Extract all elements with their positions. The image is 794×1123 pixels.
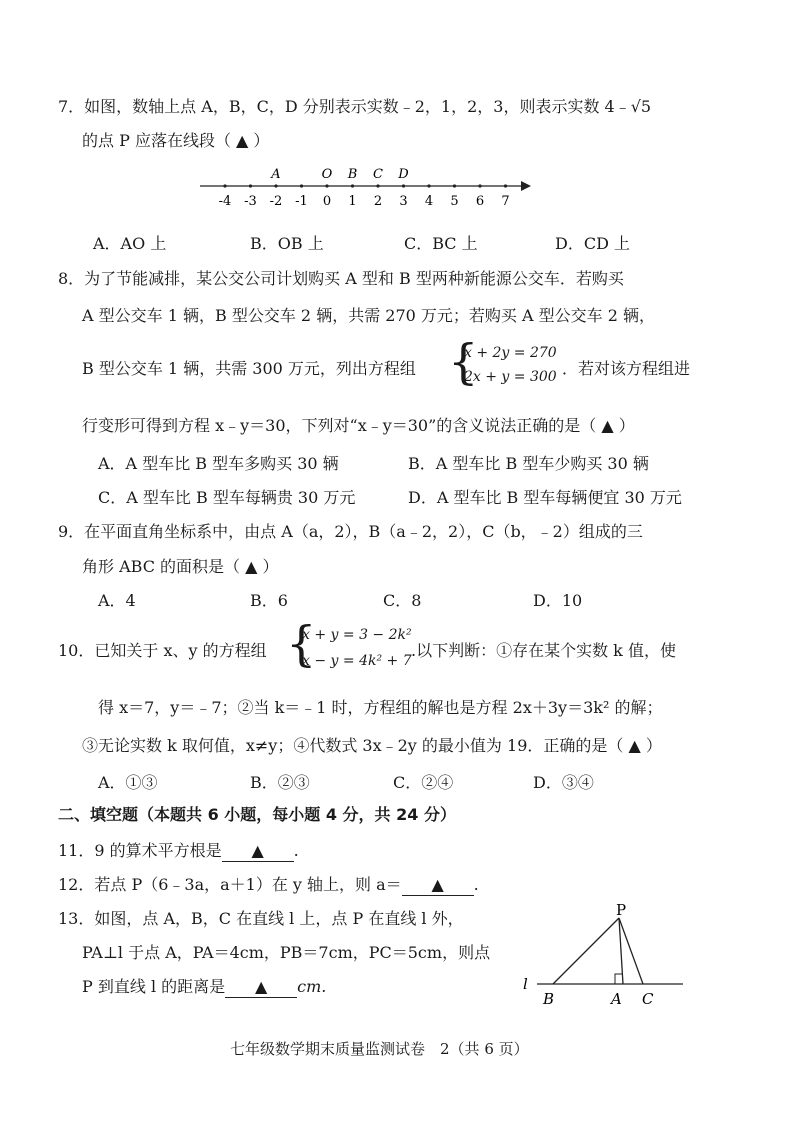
axis-tick-mark — [300, 184, 303, 187]
axis-tick-mark — [223, 184, 226, 187]
axis-point-label: B — [347, 167, 358, 182]
q13-line3a: P 到直线 l 的距离是 — [82, 977, 226, 996]
axis-tick-label: 1 — [348, 194, 357, 209]
q8-option-a: A．A 型车比 B 型车多购买 30 辆 — [98, 454, 339, 473]
label-b: B — [543, 990, 555, 1008]
axis-point-label: C — [373, 167, 383, 182]
label-c: C — [642, 990, 654, 1008]
q12-text: 12．若点 P（6﹣3a，a＋1）在 y 轴上，则 a＝ — [58, 875, 402, 894]
axis-tick-mark — [478, 184, 481, 187]
axis-tick-label: -3 — [244, 194, 257, 209]
axis-tick-label: 2 — [373, 194, 383, 209]
q8-option-c: C．A 型车比 B 型车每辆贵 30 万元 — [98, 488, 356, 507]
q9-option-a: A．4 — [98, 591, 136, 610]
q8-equation-system: { x + 2y = 270 2x + y = 300 — [448, 334, 557, 390]
q10-line1a: 10．已知关于 x、y 的方程组 — [58, 641, 267, 660]
q13-triangle-figure — [515, 898, 700, 1016]
label-l: l — [523, 975, 528, 993]
q9-line1: 9．在平面直角坐标系中，由点 A（a，2），B（a﹣2，2），C（b，﹣2）组成的三 — [58, 522, 643, 541]
label-p: P — [616, 901, 627, 919]
q10-option-d: D．③④ — [533, 773, 594, 792]
q8-option-d: D．A 型车比 B 型车每辆便宜 30 万元 — [408, 488, 682, 507]
q8-eq2: 2x + y = 300 — [464, 369, 557, 385]
axis-tick-mark — [504, 184, 507, 187]
segment-pb — [553, 918, 619, 984]
axis-tick-mark — [402, 184, 405, 187]
q13-unit: cm. — [297, 977, 327, 996]
axis-tick-label: 4 — [424, 194, 434, 209]
axis-point-label: A — [271, 167, 281, 182]
q13-line3 — [82, 976, 326, 998]
q7-option-c: C．BC 上 — [404, 234, 478, 253]
right-angle-mark — [615, 974, 623, 984]
axis-tick-label: 6 — [475, 194, 485, 209]
q13-line1: 13．如图，点 A，B，C 在直线 l 上，点 P 在直线 l 外， — [58, 909, 464, 928]
axis-tick-label: 0 — [322, 194, 332, 209]
q10-option-a: A．①③ — [98, 773, 158, 792]
axis-tick-label: -1 — [295, 194, 308, 209]
axis-tick-mark — [427, 184, 430, 187]
q9-option-b: B．6 — [250, 591, 288, 610]
axis-tick-mark — [453, 184, 456, 187]
axis-tick-label: -4 — [218, 194, 232, 209]
q11 — [58, 840, 299, 862]
q7-option-b: B．OB 上 — [250, 234, 324, 253]
axis-tick-mark — [274, 184, 277, 187]
q7-line2: 的点 P 应落在线段（ ▲ ） — [82, 131, 270, 150]
page-footer: 七年级数学期末质量监测试卷 2（共 6 页） — [230, 1040, 529, 1058]
q10-eq1: x + y = 3 − 2k² — [302, 627, 412, 643]
q13-answer-blank[interactable]: ▲ — [225, 977, 297, 998]
q10-line2: 得 x＝7，y＝﹣7；②当 k＝﹣1 时，方程组的解也是方程 2x＋3y＝3k² 的解； — [98, 698, 663, 717]
q12-answer-blank[interactable]: ▲ — [402, 875, 474, 896]
q10-eq2: x − y = 4k² + 7 — [302, 653, 412, 669]
label-a: A — [611, 990, 622, 1008]
axis-tick-mark — [351, 184, 354, 187]
q10-equation-system: { x + y = 3 − 2k² x − y = 4k² + 7 — [286, 616, 412, 672]
q7-option-a: A．AO 上 — [93, 234, 167, 253]
q8-line2: A 型公交车 1 辆，B 型公交车 2 辆，共需 270 万元；若购买 A 型公交车 2 辆， — [82, 306, 655, 325]
q8-option-b: B．A 型车比 B 型车少购买 30 辆 — [408, 454, 649, 473]
axis-point-label: D — [398, 167, 409, 182]
axis-tick-label: 7 — [501, 194, 510, 209]
q12 — [58, 874, 479, 896]
q11-end: . — [293, 841, 299, 860]
q8-line1: 8．为了节能减排，某公交公司计划购买 A 型和 B 型两种新能源公交车．若购买 — [58, 269, 624, 288]
q9-option-c: C．8 — [383, 591, 422, 610]
q8-line4: 行变形可得到方程 x﹣y＝30，下列对“x﹣y＝30”的含义说法正确的是（ ▲ ） — [82, 416, 635, 435]
q11-text: 11．9 的算术平方根是 — [58, 841, 222, 860]
q8-line3a: B 型公交车 1 辆，共需 300 万元，列出方程组 — [82, 359, 416, 378]
q8-eq1: x + 2y = 270 — [464, 345, 557, 361]
axis-tick-mark — [325, 184, 328, 187]
section-2-heading: 二、填空题（本题共 6 小题，每小题 4 分，共 24 分） — [58, 805, 456, 824]
q7-line1: 7．如图，数轴上点 A，B，C，D 分别表示实数﹣2，1，2，3，则表示实数 4﹣√5 — [58, 97, 652, 116]
q7-number-line — [195, 160, 540, 212]
axis-tick-label: -2 — [269, 194, 283, 209]
q10-option-c: C．②④ — [393, 773, 454, 792]
axis-point-label: O — [321, 167, 333, 182]
axis-tick-label: 3 — [399, 194, 408, 209]
q13-line2: PA⊥l 于点 A，PA＝4cm，PB＝7cm，PC＝5cm，则点 — [82, 943, 491, 962]
q10-option-b: B．②③ — [250, 773, 310, 792]
q8-line3b: ．若对该方程组进 — [562, 359, 691, 378]
axis-tick-mark — [249, 184, 252, 187]
axis-tick-label: 5 — [450, 194, 459, 209]
q10-line3: ③无论实数 k 取何值，x≠y；④代数式 3x﹣2y 的最小值为 19．正确的是（ ▲ ） — [82, 736, 662, 755]
axis-tick-mark — [376, 184, 379, 187]
q7-option-d: D．CD 上 — [555, 234, 630, 253]
q9-line2: 角形 ABC 的面积是（ ▲ ） — [82, 557, 279, 576]
q11-answer-blank[interactable]: ▲ — [222, 841, 294, 862]
q12-end: . — [473, 875, 479, 894]
q10-line1b: .以下判断：①存在某个实数 k 值，使 — [411, 641, 676, 660]
q9-option-d: D．10 — [533, 591, 583, 610]
